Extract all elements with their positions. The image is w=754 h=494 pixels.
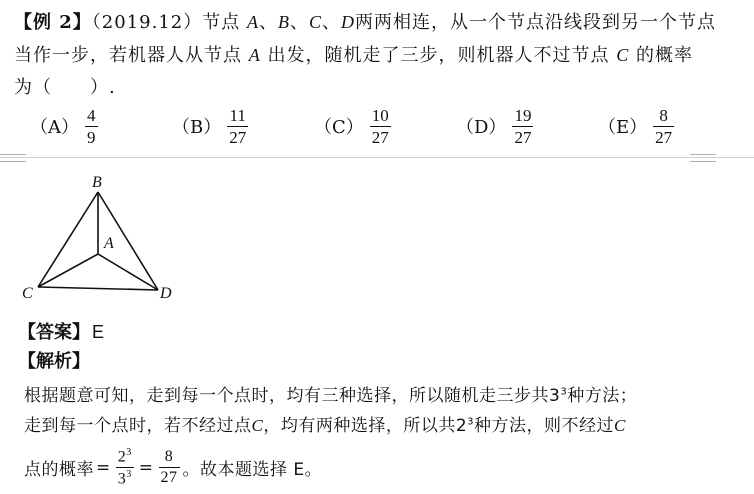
question-source: （2019.12） (91, 12, 203, 33)
option-fraction: $\frac{10}{27}$ (371, 105, 389, 147)
var-C: C (308, 12, 322, 32)
option-d (456, 102, 533, 150)
tetrahedron-figure (20, 172, 190, 312)
var-A: A (248, 45, 261, 65)
answer-label: 【答案】 (18, 322, 90, 343)
edge-BC (38, 192, 98, 287)
option-fraction: $\frac{11}{27}$ (229, 105, 247, 147)
option-label: （B） (172, 117, 222, 138)
var-A: A (246, 12, 259, 32)
question-line-2: 当作一步，若机器人从节点 A 出发，随机走了三步，则机器人不过节点 C 的概率 (14, 45, 693, 66)
question-line-1: 【例 2】（2019.12）节点 A、B、C、D两两相连，从一个节点沿线段到另一个节点 (14, 12, 716, 33)
analysis-label: 【解析】 (18, 351, 90, 372)
analysis-line-3: 点的概率 = $\frac{2^3}{3^3}$ = $\frac{8}{27}$ 。故本题选择 E。 (24, 447, 323, 488)
var-C: C (614, 416, 626, 435)
option-fraction: $\frac{4}{9}$ (87, 105, 96, 147)
option-label: （A） (30, 117, 79, 138)
var-B: B (277, 12, 290, 32)
question-line-3: 为（ ）. (14, 77, 116, 98)
option-c (314, 102, 391, 150)
option-label: （D） (456, 117, 507, 138)
answer-value: E (92, 322, 105, 342)
option-fraction: $\frac{8}{27}$ (655, 105, 673, 147)
option-label: （C） (314, 117, 364, 138)
edge-CD (38, 287, 158, 290)
analysis-line-1: 根据题意可知，走到每一个点时，均有三种选择，所以随机走三步共$3^3$种方法； (24, 386, 638, 406)
question-text: 两两相连，从一个节点沿线段到另一个节点 (354, 12, 716, 33)
page-break-divider (0, 154, 754, 164)
vertex-label-D: D (160, 285, 172, 302)
edge-AD (98, 254, 158, 290)
var-C: C (616, 45, 630, 65)
vertex-label-C: C (22, 285, 33, 302)
var-D: D (340, 12, 355, 32)
var-C: C (251, 416, 264, 435)
option-b (172, 102, 248, 150)
option-label: （E） (598, 117, 648, 138)
question-text: 节点 (202, 12, 241, 33)
vertex-label-B: B (92, 174, 102, 191)
question-label: 【例 2】 (14, 12, 92, 33)
edge-AC (38, 254, 98, 287)
option-fraction: $\frac{19}{27}$ (514, 105, 532, 147)
option-e (598, 102, 674, 150)
probability-fraction-power: $\frac{2^3}{3^3}$ (117, 447, 132, 488)
vertex-label-A: A (104, 235, 114, 252)
probability-fraction-result: $\frac{8}{27}$ (160, 448, 178, 487)
option-a (30, 102, 98, 150)
analysis-line-2: 走到每一个点时，若不经过点C，均有两种选择，所以共$2^3$种方法，则不经过C (24, 416, 626, 436)
answer-row (18, 318, 104, 344)
